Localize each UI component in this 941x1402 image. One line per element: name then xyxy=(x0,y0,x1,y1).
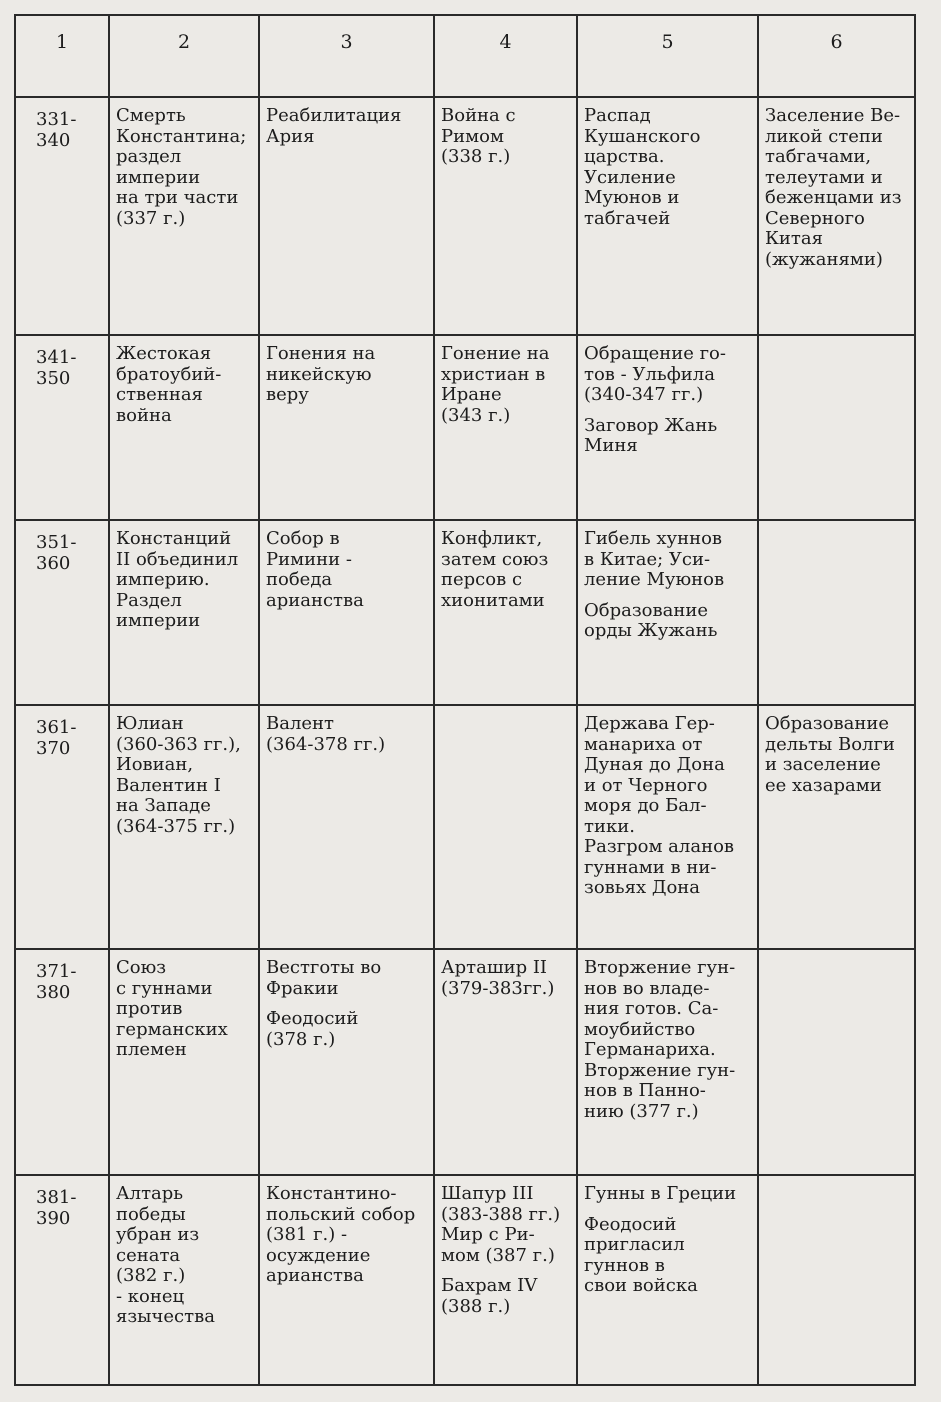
iran-cell xyxy=(434,705,577,949)
table-row xyxy=(15,705,915,949)
years-cell: 381- 390 xyxy=(15,1175,109,1385)
column-header: 1 xyxy=(15,15,109,97)
region-cell xyxy=(758,335,915,520)
years-cell: 361- 370 xyxy=(15,705,109,949)
steppe-cell: Вторжение гун- нов во владе- ния готов. Са- моубийство Германариха. Вторжение гун- нов в Панно- нию (377 г.) xyxy=(577,949,758,1175)
church-cell: Константино- польский собор (381 г.) - осуждение арианства xyxy=(259,1175,434,1385)
table-row xyxy=(15,949,915,1175)
church-cell: Вестготы во Фракии Феодосий (378 г.) xyxy=(259,949,434,1175)
table-row xyxy=(15,1175,915,1385)
column-header: 4 xyxy=(434,15,577,97)
header-row xyxy=(15,15,915,97)
steppe-cell: Держава Гер- манариха от Дуная до Дона и от Черного моря до Бал- тики. Разгром аланов гуннами в ни- зовьях Дона xyxy=(577,705,758,949)
church-cell: Собор в Римини - победа арианства xyxy=(259,520,434,705)
table-row xyxy=(15,520,915,705)
region-cell: Образование дельты Волги и заселение ее хазарами xyxy=(758,705,915,949)
rome-cell: Смерть Константина; раздел империи на три части (337 г.) xyxy=(109,97,259,335)
column-header: 2 xyxy=(109,15,259,97)
region-cell: Заселение Ве- ликой степи табгачами, телеутами и беженцами из Северного Китая (жужанями) xyxy=(758,97,915,335)
iran-cell: Гонение на христиан в Иране (343 г.) xyxy=(434,335,577,520)
iran-cell: Шапур III (383-388 гг.) Мир с Ри- мом (387 г.) Бахрам IV (388 г.) xyxy=(434,1175,577,1385)
years-cell: 331- 340 xyxy=(15,97,109,335)
church-cell: Гонения на никейскую веру xyxy=(259,335,434,520)
church-cell: Реабилитация Ария xyxy=(259,97,434,335)
years-cell: 341- 350 xyxy=(15,335,109,520)
steppe-cell: Гунны в Греции Феодосий пригласил гуннов в свои войска xyxy=(577,1175,758,1385)
column-header: 3 xyxy=(259,15,434,97)
region-cell xyxy=(758,1175,915,1385)
rome-cell: Юлиан (360-363 гг.), Иовиан, Валентин I на Западе (364-375 гг.) xyxy=(109,705,259,949)
years-cell: 371- 380 xyxy=(15,949,109,1175)
iran-cell: Война с Римом (338 г.) xyxy=(434,97,577,335)
region-cell xyxy=(758,520,915,705)
years-cell: 351- 360 xyxy=(15,520,109,705)
chronology-table xyxy=(14,14,916,1386)
steppe-cell: Распад Кушанского царства. Усиление Муюнов и табгачей xyxy=(577,97,758,335)
rome-cell: Союз с гуннами против германских племен xyxy=(109,949,259,1175)
rome-cell: Жестокая братоубий- ственная война xyxy=(109,335,259,520)
column-header: 6 xyxy=(758,15,915,97)
steppe-cell: Гибель хуннов в Китае; Уси- ление Муюнов Образование орды Жужань xyxy=(577,520,758,705)
region-cell xyxy=(758,949,915,1175)
iran-cell: Арташир II (379-383гг.) xyxy=(434,949,577,1175)
steppe-cell: Обращение го- тов - Ульфила (340-347 гг.) Заговор Жань Миня xyxy=(577,335,758,520)
rome-cell: Констанций II объединил империю. Раздел империи xyxy=(109,520,259,705)
table-row xyxy=(15,97,915,335)
table-row xyxy=(15,335,915,520)
church-cell: Валент (364-378 гг.) xyxy=(259,705,434,949)
iran-cell: Конфликт, затем союз персов с хионитами xyxy=(434,520,577,705)
rome-cell: Алтарь победы убран из сената (382 г.) - конец язычества xyxy=(109,1175,259,1385)
column-header: 5 xyxy=(577,15,758,97)
